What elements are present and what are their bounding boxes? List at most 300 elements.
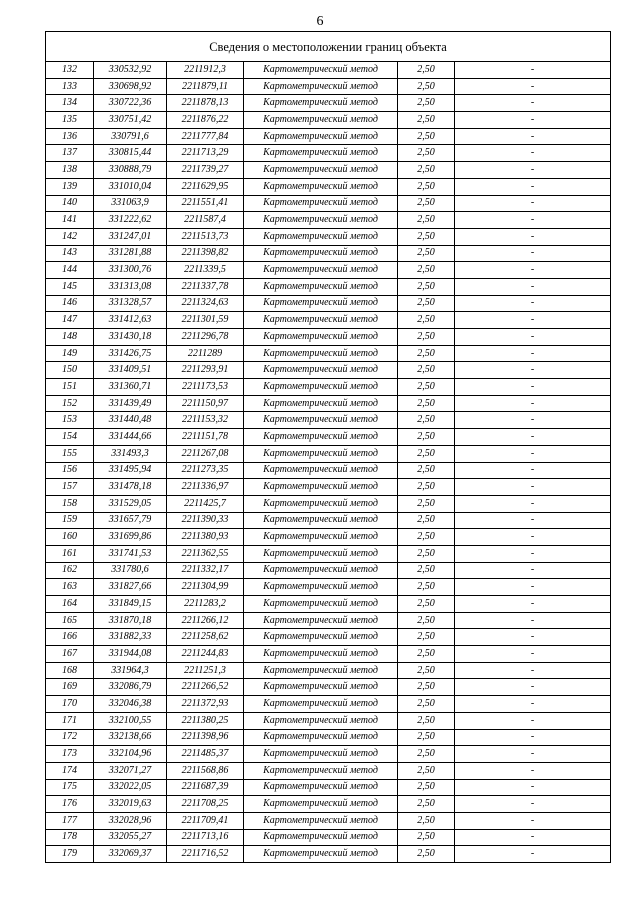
accuracy-cell: 2,50 [398,529,455,546]
accuracy-cell: 2,50 [398,729,455,746]
x-coordinate-cell: 331222,62 [94,212,167,229]
x-coordinate-cell: 331063,9 [94,195,167,212]
table-row [46,395,611,412]
method-cell: Картометрический метод [244,495,398,512]
point-number-cell: 135 [46,112,94,129]
method-cell: Картометрический метод [244,62,398,79]
table-row [46,629,611,646]
accuracy-cell: 2,50 [398,495,455,512]
point-number-cell: 150 [46,362,94,379]
y-coordinate-cell: 2211912,3 [167,62,244,79]
note-cell: - [455,512,611,529]
table-row [46,112,611,129]
y-coordinate-cell: 2211372,93 [167,696,244,713]
x-coordinate-cell: 331300,76 [94,262,167,279]
method-cell: Картометрический метод [244,779,398,796]
x-coordinate-cell: 330722,36 [94,95,167,112]
note-cell: - [455,662,611,679]
note-cell: - [455,245,611,262]
y-coordinate-cell: 2211362,55 [167,545,244,562]
accuracy-cell: 2,50 [398,112,455,129]
table-row [46,829,611,846]
table-row [46,462,611,479]
x-coordinate-cell: 331964,3 [94,662,167,679]
table-row [46,245,611,262]
accuracy-cell: 2,50 [398,612,455,629]
note-cell: - [455,412,611,429]
accuracy-cell: 2,50 [398,562,455,579]
table-row [46,596,611,613]
point-number-cell: 169 [46,679,94,696]
table-row [46,729,611,746]
y-coordinate-cell: 2211513,73 [167,228,244,245]
note-cell: - [455,729,611,746]
x-coordinate-cell: 331882,33 [94,629,167,646]
x-coordinate-cell: 332100,55 [94,712,167,729]
table-row [46,128,611,145]
y-coordinate-cell: 2211273,35 [167,462,244,479]
method-cell: Картометрический метод [244,445,398,462]
note-cell: - [455,629,611,646]
note-cell: - [455,696,611,713]
table-title: Сведения о местоположении границ объекта [46,32,611,62]
note-cell: - [455,228,611,245]
y-coordinate-cell: 2211293,91 [167,362,244,379]
point-number-cell: 155 [46,445,94,462]
accuracy-cell: 2,50 [398,829,455,846]
x-coordinate-cell: 331529,05 [94,495,167,512]
point-number-cell: 137 [46,145,94,162]
point-number-cell: 174 [46,762,94,779]
accuracy-cell: 2,50 [398,295,455,312]
y-coordinate-cell: 2211324,63 [167,295,244,312]
table-row [46,278,611,295]
method-cell: Картометрический метод [244,746,398,763]
accuracy-cell: 2,50 [398,162,455,179]
y-coordinate-cell: 2211716,52 [167,846,244,863]
point-number-cell: 143 [46,245,94,262]
y-coordinate-cell: 2211266,12 [167,612,244,629]
point-number-cell: 156 [46,462,94,479]
method-cell: Картометрический метод [244,512,398,529]
point-number-cell: 152 [46,395,94,412]
point-number-cell: 146 [46,295,94,312]
point-number-cell: 170 [46,696,94,713]
accuracy-cell: 2,50 [398,779,455,796]
method-cell: Картометрический метод [244,412,398,429]
method-cell: Картометрический метод [244,629,398,646]
y-coordinate-cell: 2211244,83 [167,646,244,663]
table-row [46,779,611,796]
y-coordinate-cell: 2211876,22 [167,112,244,129]
method-cell: Картометрический метод [244,178,398,195]
table-row [46,545,611,562]
method-cell: Картометрический метод [244,579,398,596]
method-cell: Картометрический метод [244,78,398,95]
accuracy-cell: 2,50 [398,796,455,813]
method-cell: Картометрический метод [244,812,398,829]
accuracy-cell: 2,50 [398,212,455,229]
note-cell: - [455,762,611,779]
x-coordinate-cell: 332022,05 [94,779,167,796]
table-row [46,646,611,663]
x-coordinate-cell: 331870,18 [94,612,167,629]
method-cell: Картометрический метод [244,395,398,412]
accuracy-cell: 2,50 [398,345,455,362]
point-number-cell: 136 [46,128,94,145]
table-row [46,162,611,179]
method-cell: Картометрический метод [244,262,398,279]
point-number-cell: 134 [46,95,94,112]
method-cell: Картометрический метод [244,612,398,629]
y-coordinate-cell: 2211398,96 [167,729,244,746]
method-cell: Картометрический метод [244,562,398,579]
point-number-cell: 172 [46,729,94,746]
note-cell: - [455,379,611,396]
accuracy-cell: 2,50 [398,545,455,562]
table-row [46,228,611,245]
note-cell: - [455,712,611,729]
accuracy-cell: 2,50 [398,262,455,279]
table-row [46,429,611,446]
y-coordinate-cell: 2211709,41 [167,812,244,829]
note-cell: - [455,812,611,829]
note-cell: - [455,195,611,212]
accuracy-cell: 2,50 [398,429,455,446]
note-cell: - [455,162,611,179]
point-number-cell: 160 [46,529,94,546]
note-cell: - [455,679,611,696]
method-cell: Картометрический метод [244,312,398,329]
note-cell: - [455,78,611,95]
table-row [46,329,611,346]
note-cell: - [455,345,611,362]
x-coordinate-cell: 331010,04 [94,178,167,195]
method-cell: Картометрический метод [244,762,398,779]
point-number-cell: 154 [46,429,94,446]
y-coordinate-cell: 2211485,37 [167,746,244,763]
accuracy-cell: 2,50 [398,479,455,496]
note-cell: - [455,95,611,112]
note-cell: - [455,596,611,613]
accuracy-cell: 2,50 [398,95,455,112]
y-coordinate-cell: 2211713,29 [167,145,244,162]
method-cell: Картометрический метод [244,112,398,129]
note-cell: - [455,278,611,295]
point-number-cell: 179 [46,846,94,863]
x-coordinate-cell: 331247,01 [94,228,167,245]
point-number-cell: 149 [46,345,94,362]
y-coordinate-cell: 2211713,16 [167,829,244,846]
table-row [46,679,611,696]
y-coordinate-cell: 2211332,17 [167,562,244,579]
point-number-cell: 145 [46,278,94,295]
point-number-cell: 162 [46,562,94,579]
method-cell: Картометрический метод [244,712,398,729]
y-coordinate-cell: 2211339,5 [167,262,244,279]
accuracy-cell: 2,50 [398,746,455,763]
table-row [46,379,611,396]
x-coordinate-cell: 332046,38 [94,696,167,713]
method-cell: Картометрический метод [244,545,398,562]
accuracy-cell: 2,50 [398,762,455,779]
method-cell: Картометрический метод [244,145,398,162]
method-cell: Картометрический метод [244,362,398,379]
point-number-cell: 142 [46,228,94,245]
note-cell: - [455,362,611,379]
x-coordinate-cell: 331430,18 [94,329,167,346]
y-coordinate-cell: 2211380,25 [167,712,244,729]
table-row [46,78,611,95]
x-coordinate-cell: 330791,6 [94,128,167,145]
table-row [46,562,611,579]
x-coordinate-cell: 331657,79 [94,512,167,529]
note-cell: - [455,479,611,496]
table-row [46,796,611,813]
x-coordinate-cell: 331426,75 [94,345,167,362]
accuracy-cell: 2,50 [398,596,455,613]
note-cell: - [455,796,611,813]
note-cell: - [455,579,611,596]
y-coordinate-cell: 2211301,59 [167,312,244,329]
y-coordinate-cell: 2211289 [167,345,244,362]
table-title-row [46,32,611,62]
method-cell: Картометрический метод [244,278,398,295]
x-coordinate-cell: 330815,44 [94,145,167,162]
note-cell: - [455,295,611,312]
table-row [46,145,611,162]
method-cell: Картометрический метод [244,479,398,496]
x-coordinate-cell: 331827,66 [94,579,167,596]
accuracy-cell: 2,50 [398,646,455,663]
table-row [46,512,611,529]
accuracy-cell: 2,50 [398,812,455,829]
point-number-cell: 139 [46,178,94,195]
point-number-cell: 144 [46,262,94,279]
note-cell: - [455,612,611,629]
table-row [46,746,611,763]
y-coordinate-cell: 2211173,53 [167,379,244,396]
note-cell: - [455,178,611,195]
x-coordinate-cell: 332104,96 [94,746,167,763]
note-cell: - [455,529,611,546]
method-cell: Картометрический метод [244,345,398,362]
y-coordinate-cell: 2211739,27 [167,162,244,179]
method-cell: Картометрический метод [244,529,398,546]
method-cell: Картометрический метод [244,95,398,112]
point-number-cell: 133 [46,78,94,95]
x-coordinate-cell: 330888,79 [94,162,167,179]
method-cell: Картометрический метод [244,228,398,245]
x-coordinate-cell: 332086,79 [94,679,167,696]
note-cell: - [455,128,611,145]
method-cell: Картометрический метод [244,846,398,863]
accuracy-cell: 2,50 [398,712,455,729]
y-coordinate-cell: 2211153,32 [167,412,244,429]
x-coordinate-cell: 331440,48 [94,412,167,429]
accuracy-cell: 2,50 [398,629,455,646]
note-cell: - [455,62,611,79]
x-coordinate-cell: 330698,92 [94,78,167,95]
method-cell: Картометрический метод [244,429,398,446]
table-row [46,529,611,546]
table-row [46,295,611,312]
table-row [46,345,611,362]
y-coordinate-cell: 2211587,4 [167,212,244,229]
point-number-cell: 165 [46,612,94,629]
y-coordinate-cell: 2211879,11 [167,78,244,95]
x-coordinate-cell: 331741,53 [94,545,167,562]
y-coordinate-cell: 2211568,86 [167,762,244,779]
y-coordinate-cell: 2211708,25 [167,796,244,813]
y-coordinate-cell: 2211151,78 [167,429,244,446]
note-cell: - [455,329,611,346]
table-row [46,612,611,629]
point-number-cell: 141 [46,212,94,229]
method-cell: Картометрический метод [244,162,398,179]
method-cell: Картометрический метод [244,729,398,746]
table-row [46,178,611,195]
accuracy-cell: 2,50 [398,228,455,245]
y-coordinate-cell: 2211251,3 [167,662,244,679]
point-number-cell: 167 [46,646,94,663]
point-number-cell: 148 [46,329,94,346]
x-coordinate-cell: 332069,37 [94,846,167,863]
point-number-cell: 176 [46,796,94,813]
method-cell: Картометрический метод [244,212,398,229]
method-cell: Картометрический метод [244,379,398,396]
x-coordinate-cell: 331699,86 [94,529,167,546]
y-coordinate-cell: 2211337,78 [167,278,244,295]
point-number-cell: 177 [46,812,94,829]
accuracy-cell: 2,50 [398,78,455,95]
accuracy-cell: 2,50 [398,128,455,145]
point-number-cell: 173 [46,746,94,763]
method-cell: Картометрический метод [244,128,398,145]
method-cell: Картометрический метод [244,646,398,663]
point-number-cell: 147 [46,312,94,329]
method-cell: Картометрический метод [244,829,398,846]
point-number-cell: 157 [46,479,94,496]
table-row [46,712,611,729]
x-coordinate-cell: 331439,49 [94,395,167,412]
table-row [46,696,611,713]
accuracy-cell: 2,50 [398,679,455,696]
accuracy-cell: 2,50 [398,696,455,713]
y-coordinate-cell: 2211258,62 [167,629,244,646]
note-cell: - [455,779,611,796]
method-cell: Картометрический метод [244,295,398,312]
accuracy-cell: 2,50 [398,62,455,79]
note-cell: - [455,495,611,512]
point-number-cell: 158 [46,495,94,512]
note-cell: - [455,145,611,162]
y-coordinate-cell: 2211150,97 [167,395,244,412]
method-cell: Картометрический метод [244,195,398,212]
table-row [46,846,611,863]
method-cell: Картометрический метод [244,462,398,479]
note-cell: - [455,646,611,663]
x-coordinate-cell: 330532,92 [94,62,167,79]
x-coordinate-cell: 330751,42 [94,112,167,129]
point-number-cell: 171 [46,712,94,729]
note-cell: - [455,429,611,446]
x-coordinate-cell: 331328,57 [94,295,167,312]
method-cell: Картометрический метод [244,796,398,813]
x-coordinate-cell: 331313,08 [94,278,167,295]
point-number-cell: 140 [46,195,94,212]
accuracy-cell: 2,50 [398,278,455,295]
point-number-cell: 166 [46,629,94,646]
y-coordinate-cell: 2211398,82 [167,245,244,262]
x-coordinate-cell: 332071,27 [94,762,167,779]
page-number: 6 [316,14,324,29]
table-row [46,412,611,429]
table-row [46,812,611,829]
accuracy-cell: 2,50 [398,145,455,162]
y-coordinate-cell: 2211380,93 [167,529,244,546]
table-body [46,32,611,863]
point-number-cell: 178 [46,829,94,846]
method-cell: Картометрический метод [244,662,398,679]
x-coordinate-cell: 332028,96 [94,812,167,829]
accuracy-cell: 2,50 [398,846,455,863]
point-number-cell: 159 [46,512,94,529]
table-row [46,362,611,379]
note-cell: - [455,262,611,279]
table-row [46,262,611,279]
y-coordinate-cell: 2211629,95 [167,178,244,195]
x-coordinate-cell: 332055,27 [94,829,167,846]
table-row [46,662,611,679]
x-coordinate-cell: 331780,6 [94,562,167,579]
note-cell: - [455,545,611,562]
method-cell: Картометрический метод [244,245,398,262]
y-coordinate-cell: 2211551,41 [167,195,244,212]
accuracy-cell: 2,50 [398,395,455,412]
point-number-cell: 161 [46,545,94,562]
x-coordinate-cell: 331409,51 [94,362,167,379]
note-cell: - [455,462,611,479]
accuracy-cell: 2,50 [398,178,455,195]
accuracy-cell: 2,50 [398,379,455,396]
note-cell: - [455,445,611,462]
point-number-cell: 168 [46,662,94,679]
y-coordinate-cell: 2211777,84 [167,128,244,145]
table-row [46,212,611,229]
table-row [46,495,611,512]
table-row [46,479,611,496]
table-row [46,579,611,596]
accuracy-cell: 2,50 [398,662,455,679]
accuracy-cell: 2,50 [398,362,455,379]
x-coordinate-cell: 331281,88 [94,245,167,262]
y-coordinate-cell: 2211687,39 [167,779,244,796]
accuracy-cell: 2,50 [398,195,455,212]
table-row [46,62,611,79]
note-cell: - [455,746,611,763]
accuracy-cell: 2,50 [398,312,455,329]
table-row [46,95,611,112]
method-cell: Картометрический метод [244,696,398,713]
x-coordinate-cell: 331360,71 [94,379,167,396]
x-coordinate-cell: 331493,3 [94,445,167,462]
y-coordinate-cell: 2211336,97 [167,479,244,496]
note-cell: - [455,829,611,846]
point-number-cell: 164 [46,596,94,613]
x-coordinate-cell: 332019,63 [94,796,167,813]
y-coordinate-cell: 2211304,99 [167,579,244,596]
